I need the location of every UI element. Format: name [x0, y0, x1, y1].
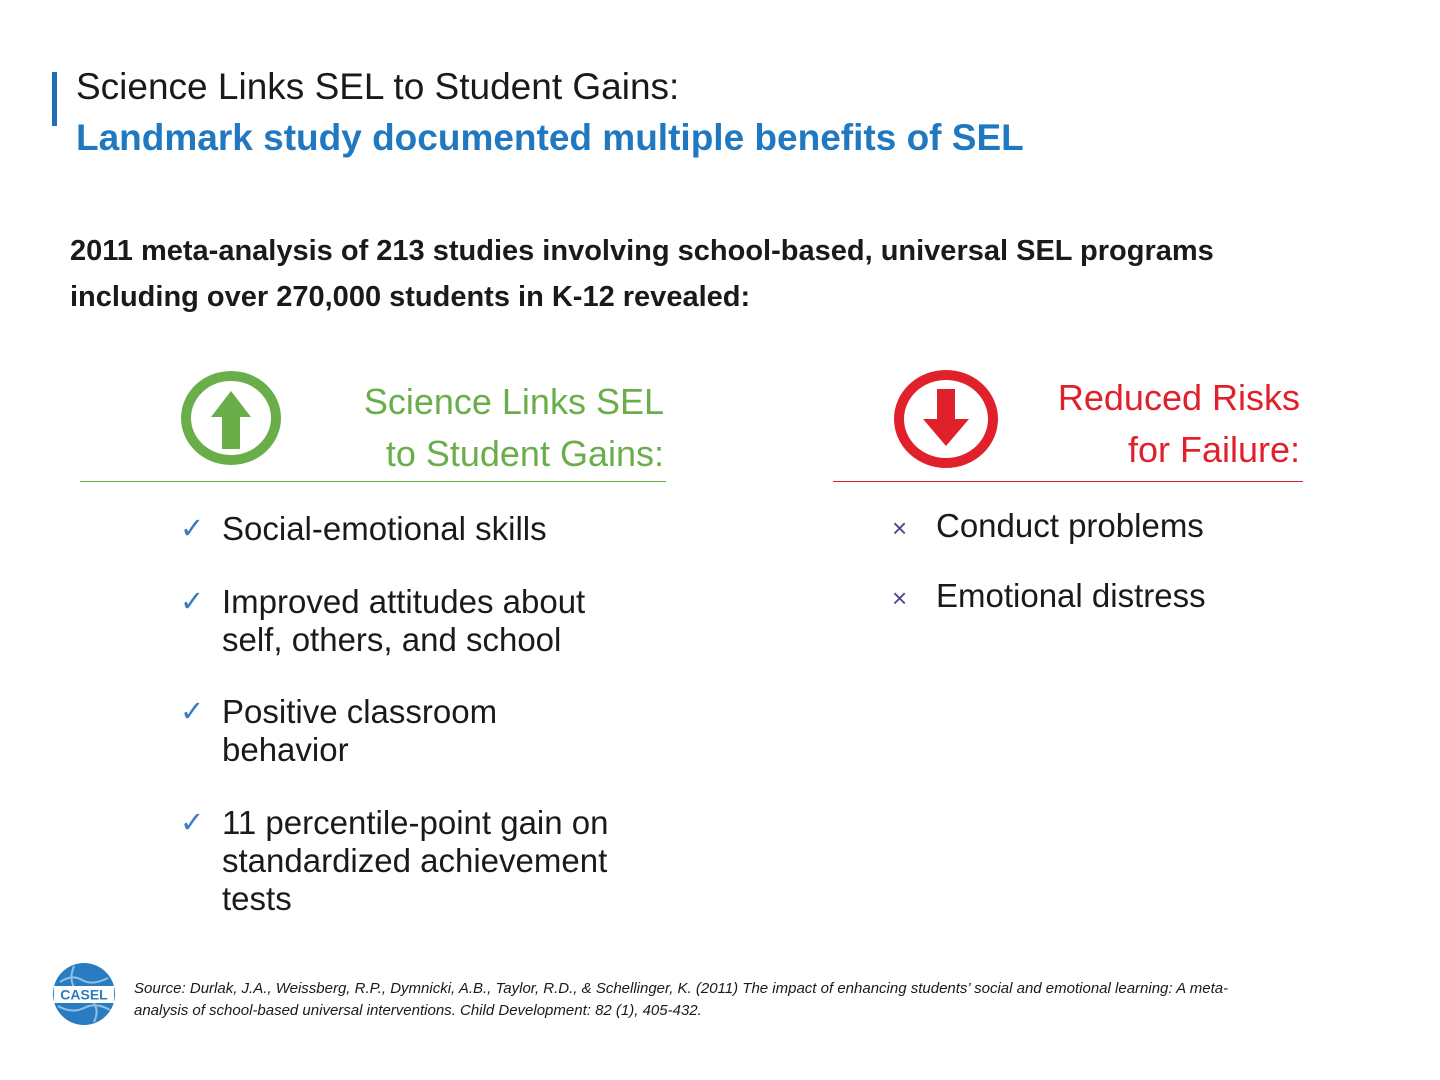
intro-line-2: including over 270,000 students in K-12 revealed: [70, 281, 751, 313]
page-title: Science Links SEL to Student Gains: [76, 66, 680, 107]
gains-item-text: behavior [222, 731, 349, 768]
page-subtitle: Landmark study documented multiple benefits of SEL [76, 117, 1024, 158]
gains-item-text: Positive classroom [222, 693, 498, 730]
gains-item-text: 11 percentile-point gain on [222, 804, 609, 841]
risks-divider [833, 481, 1303, 482]
source-line-1: Source: Durlak, J.A., Weissberg, R.P., Dymnicki, A.B., Taylor, R.D., & Schellinger, K. (2011) The impact of enhancing students’ social and emotional learning: A meta- [134, 980, 1229, 997]
gains-list-item [180, 583, 682, 659]
check-icon: ✓ [180, 807, 205, 839]
risks-list-item [892, 507, 1356, 545]
risks-heading-line-1: Reduced Risks [1057, 377, 1300, 418]
gains-heading [300, 376, 664, 480]
gains-item-text: Social-emotional skills [222, 510, 547, 547]
intro-paragraph [70, 228, 1350, 320]
gains-item-text: Improved attitudes about [222, 583, 586, 620]
gains-list-item [180, 693, 682, 769]
check-icon: ✓ [180, 513, 205, 545]
cross-icon: × [892, 583, 908, 613]
gains-item-text: standardized achievement [222, 842, 608, 879]
gains-list-item [180, 510, 682, 548]
risks-heading-line-2: for Failure: [1127, 429, 1300, 470]
cross-icon: × [892, 513, 908, 543]
risks-list-item [892, 577, 1356, 615]
check-icon: ✓ [180, 696, 205, 728]
intro-line-1: 2011 meta-analysis of 213 studies involving school-based, universal SEL programs [70, 235, 1214, 267]
title-accent-bar [52, 72, 57, 126]
logo-text: CASEL [60, 986, 108, 1003]
gains-list-item [180, 804, 682, 918]
risks-item-text: Emotional distress [936, 577, 1206, 614]
gains-heading-line-1: Science Links SEL [363, 381, 664, 422]
gains-divider [80, 481, 666, 482]
gains-item-text: tests [222, 880, 292, 917]
arrow-up-circle-icon [180, 371, 282, 465]
gains-heading-line-2: to Student Gains: [385, 433, 664, 474]
check-icon: ✓ [180, 586, 205, 618]
source-line-2: analysis of school-based universal interventions. Child Development: 82 (1), 405-432. [134, 1002, 702, 1019]
risks-item-text: Conduct problems [936, 507, 1204, 544]
gains-item-text: self, others, and school [222, 621, 562, 658]
casel-logo-icon [52, 962, 116, 1026]
source-citation [134, 978, 1334, 1022]
risks-heading [960, 372, 1300, 476]
